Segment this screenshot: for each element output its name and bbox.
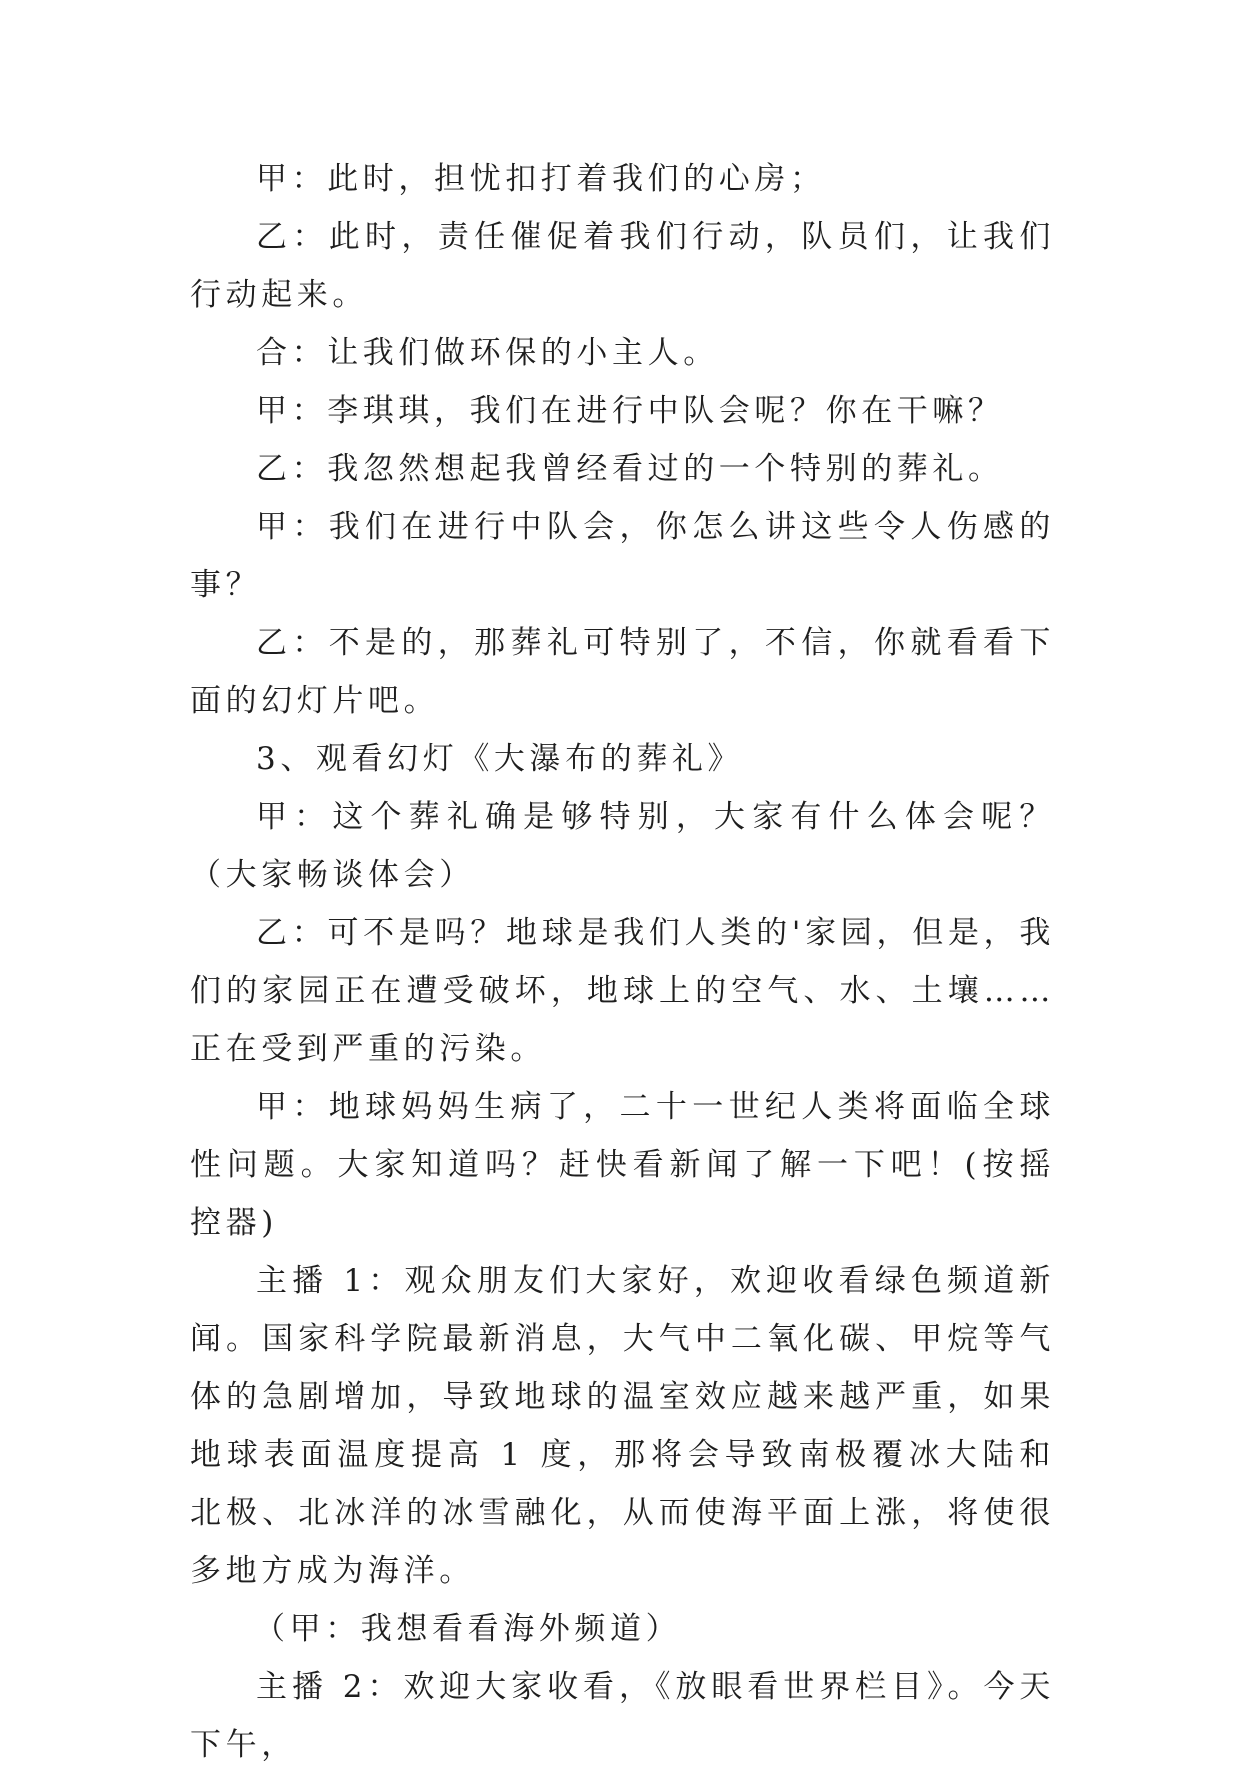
dialogue-line-jia-worry: 甲：此时，担忧扣打着我们的心房； bbox=[256, 161, 826, 197]
document-body bbox=[190, 150, 1055, 1774]
dialogue-line-yi-action: 乙：此时，责任催促着我们行动，队员们，让我们行动起来。 bbox=[190, 219, 1055, 313]
dialogue-line-jia-news: 甲：地球妈妈生病了，二十一世纪人类将面临全球性问题。大家知道吗？赶快看新闻了解一下吧！(按摇控器) bbox=[190, 1089, 1055, 1241]
stage-direction-overseas: （甲：我想看看海外频道） bbox=[254, 1611, 682, 1647]
anchor-2-report: 主播 2：欢迎大家收看，《放眼看世界栏目》。今天下午， bbox=[190, 1669, 1055, 1763]
dialogue-line-jia-question: 甲：李琪琪，我们在进行中队会呢？你在干嘛？ bbox=[256, 393, 1004, 429]
dialogue-line-yi-slides: 乙：不是的，那葬礼可特别了，不信，你就看看下面的幻灯片吧。 bbox=[190, 625, 1055, 719]
dialogue-line-yi-funeral: 乙：我忽然想起我曾经看过的一个特别的葬礼。 bbox=[256, 451, 1004, 487]
dialogue-line-together: 合：让我们做环保的小主人。 bbox=[256, 335, 719, 371]
section-heading-slideshow: 3、观看幻灯《大瀑布的葬礼》 bbox=[256, 741, 744, 777]
anchor-1-report: 主播 1：观众朋友们大家好，欢迎收看绿色频道新闻。国家科学院最新消息，大气中二氧化碳、甲烷等气体的急剧增加，导致地球的温室效应越来越严重，如果地球表面温度提高 1 度，那将会导致南极覆冰大陆和北极、北冰洋的冰雪融化，从而使海平面上涨，将使很多地方成为海洋。 bbox=[190, 1263, 1055, 1589]
dialogue-line-yi-earth: 乙：可不是吗？地球是我们人类的'家园，但是，我们的家园正在遭受破坏，地球上的空气、水、土壤……正在受到严重的污染。 bbox=[190, 915, 1055, 1067]
dialogue-line-jia-feelings: 甲：这个葬礼确是够特别，大家有什么体会呢？（大家畅谈体会） bbox=[190, 799, 1055, 893]
dialogue-line-jia-sad: 甲：我们在进行中队会，你怎么讲这些令人伤感的事？ bbox=[190, 509, 1055, 603]
